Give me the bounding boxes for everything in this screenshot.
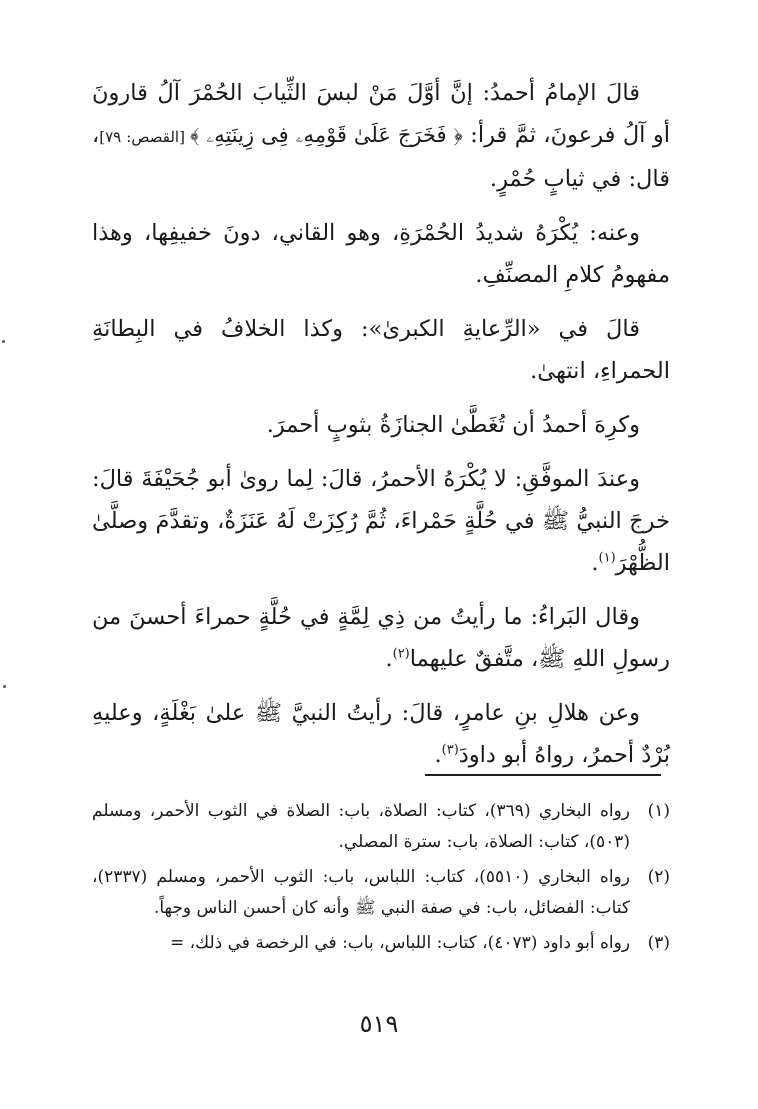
footnote-marker-2[interactable]: (٢) — [392, 646, 410, 662]
paragraph-6 — [92, 596, 670, 680]
footnotes-section — [92, 796, 670, 963]
scan-edge-mark — [2, 340, 5, 343]
footnote-3-number: (٣) — [647, 933, 670, 953]
footnote-divider — [425, 774, 661, 776]
quran-verse: ﴿ فَخَرَجَ عَلَىٰ قَوْمِهِۦ فِى زِينَتِهِۦ ﴾ — [189, 123, 463, 147]
paragraph-1-text-before: قالَ الإمامُ أحمدُ: إنَّ أوَّلَ مَنْ لبسَ الثِّيابَ الحُمْرَ آلُ قارونَ أو آلُ فرعونَ، ثمَّ قرأ: — [92, 80, 670, 148]
paragraph-6-text: وقال البَراءُ: ما رأيتُ من ذِي لِمَّةٍ في حُلَّةٍ حمراءَ أحسنَ من رسولِ اللهِ ﷺ، متَّفقٌ عليهما — [92, 604, 670, 672]
footnote-1-text: رواه البخاري (٣٦٩)، كتاب: الصلاة، باب: الصلاة في الثوب الأحمر، ومسلم (٥٠٣)، كتاب: الصلاة، باب: سترة المصلي. — [92, 801, 630, 852]
paragraph-1-text-after: ، قال: في ثيابٍ حُمْرٍ. — [92, 122, 670, 192]
paragraph-7 — [92, 692, 670, 776]
footnote-marker-1[interactable]: (١) — [598, 550, 616, 566]
footnote-2 — [92, 862, 670, 924]
paragraph-3 — [92, 308, 670, 392]
quran-reference: [القصص: ٧٩] — [99, 128, 190, 146]
main-text — [92, 72, 670, 788]
footnote-marker-3[interactable]: (٣) — [441, 742, 459, 758]
paragraph-5 — [92, 458, 670, 584]
page-number: ٥١٩ — [359, 1010, 399, 1038]
scan-edge-mark — [3, 685, 6, 688]
paragraph-7-tail: . — [434, 742, 442, 768]
footnote-1 — [92, 796, 670, 858]
paragraph-4-text: وكرِهَ أحمدُ أن تُغَطَّىٰ الجنازَةُ بثوبٍ أحمرَ. — [266, 412, 640, 438]
paragraph-3-text: قالَ في «الرِّعايةِ الكبرىٰ»: وكذا الخلافُ في البِطانَةِ الحمراءِ، انتهىٰ. — [92, 316, 670, 384]
paragraph-2-text: وعنه: يُكْرَهُ شديدُ الحُمْرَةِ، وهو القاني، دونَ خفيفِها، وهذا مفهومُ كلامِ المصنِّفِ. — [92, 220, 670, 288]
paragraph-5-text: وعندَ الموفَّقِ: لا يُكْرَهُ الأحمرُ، قالَ: لِما روىٰ أبو جُحَيْفَةَ قالَ: خرجَ النبيُّ ﷺ في حُلَّةٍ حَمْراءَ، ثُمَّ رُكِزَتْ لَهُ عَنَزَةٌ، وتقدَّمَ وصلَّىٰ الظُّهْرَ — [92, 466, 670, 576]
footnote-2-number: (٢) — [647, 867, 670, 887]
footnote-3-text: رواه أبو داود (٤٠٧٣)، كتاب: اللباس، باب: في الرخصة في ذلك، = — [170, 933, 630, 953]
paragraph-2 — [92, 212, 670, 296]
paragraph-1 — [92, 72, 670, 200]
footnote-1-number: (١) — [647, 801, 670, 821]
paragraph-7-text: وعن هلالِ بنِ عامرٍ، قالَ: رأيتُ النبيَّ ﷺ علىٰ بَغْلَةٍ، وعليهِ بُرْدٌ أحمرُ، رواهُ أبو داودَ — [92, 700, 670, 768]
footnote-2-text: رواه البخاري (٥٥١٠)، كتاب: اللباس، باب: الثوب الأحمر، ومسلم (٢٣٣٧)، كتاب: الفضائل، باب: في صفة النبي ﷺ وأنه كان أحسن الناس وجهاً. — [92, 867, 630, 918]
paragraph-5-tail: . — [591, 550, 599, 576]
paragraph-6-tail: . — [385, 646, 393, 672]
paragraph-4 — [92, 404, 670, 446]
footnote-3 — [92, 928, 670, 959]
